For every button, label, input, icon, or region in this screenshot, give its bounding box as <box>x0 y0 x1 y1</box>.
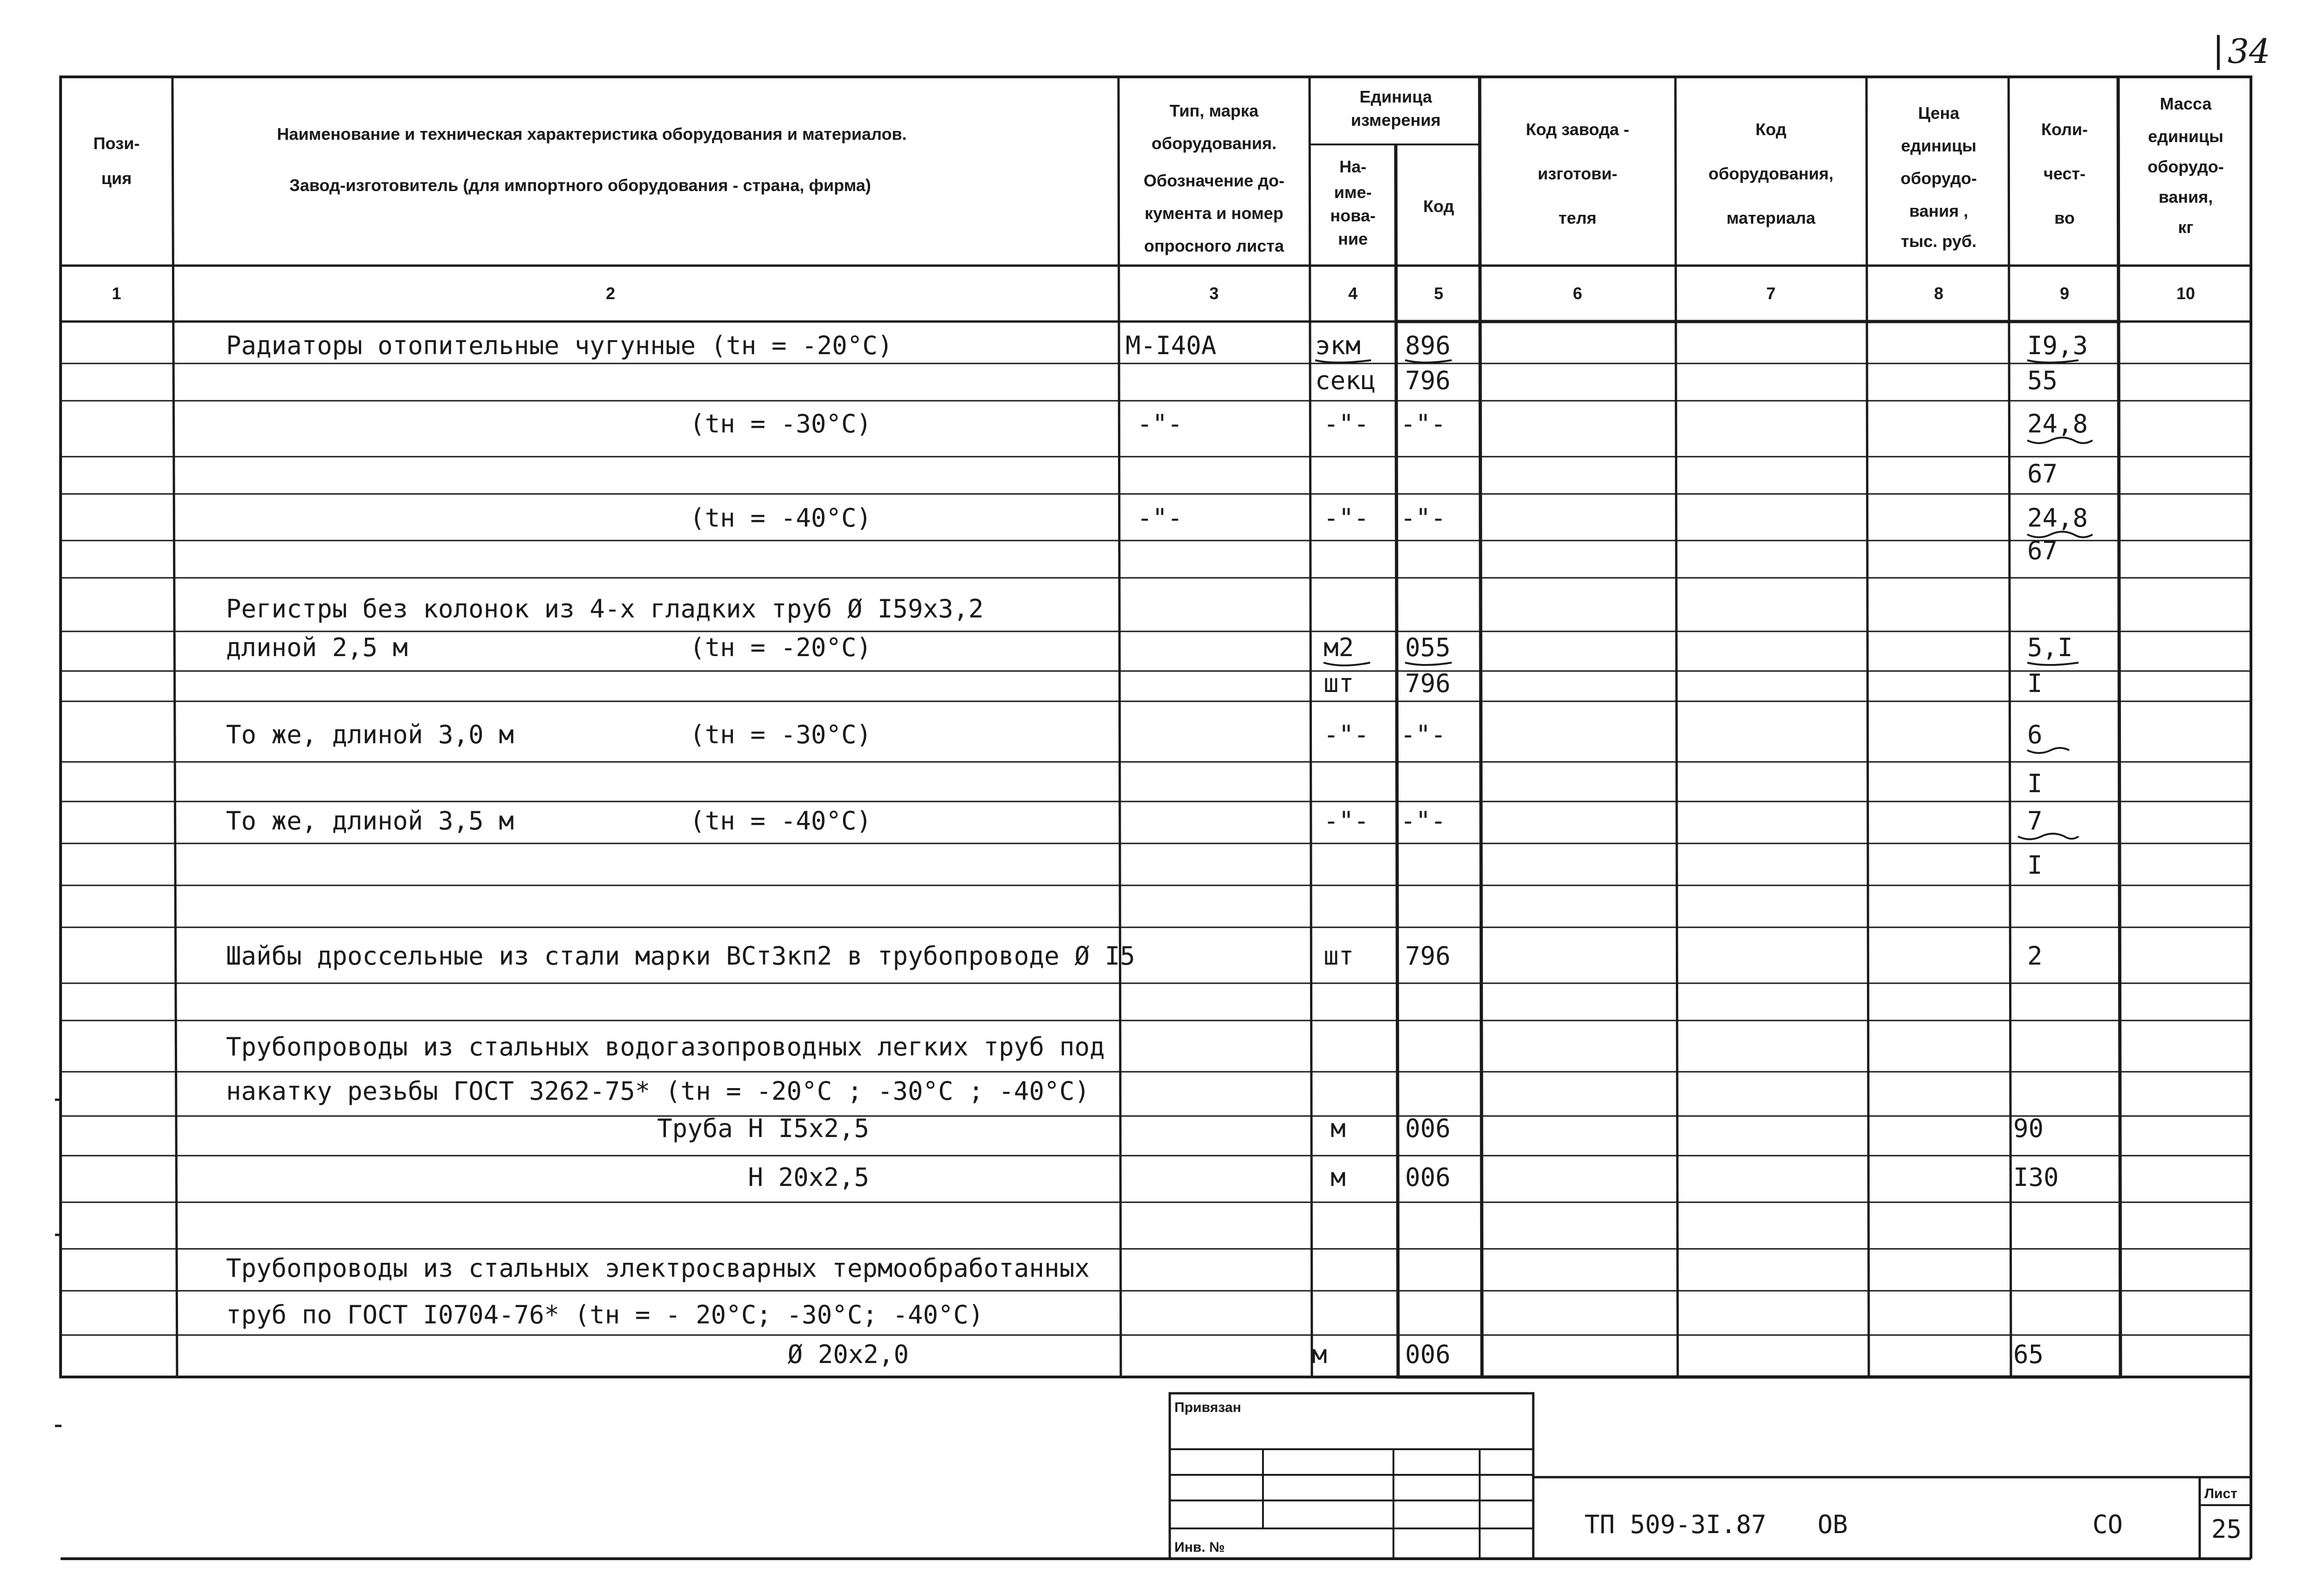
stamp-bound-label: Привязан <box>1174 1400 1242 1415</box>
header-col8-l2: единицы <box>1901 136 1976 155</box>
column-numbers <box>112 284 2195 303</box>
colnum-4: 4 <box>1348 284 1358 303</box>
header-col3-l4: кумента и номер <box>1145 204 1283 223</box>
row-2-qty: 24,8 <box>2027 409 2088 438</box>
row-9-qty: 6 <box>2027 720 2043 749</box>
row-7-qty: 5,I <box>2027 633 2073 662</box>
header-col6-l3: теля <box>1558 208 1597 227</box>
row-16-name: Трубопроводы из стальных водогазопроводных легких труб под <box>226 1032 1105 1062</box>
row-17-name: накатку резьбы ГОСТ 3262-75* (tн = -20°C ; -30°C ; -40°C) <box>226 1076 1090 1106</box>
row-7-unit: м2 <box>1324 633 1354 662</box>
header-col7-l1: Код <box>1755 120 1787 139</box>
header-col9-l3: во <box>2054 208 2075 227</box>
row-23-unit: м <box>1312 1340 1327 1369</box>
row-14-name: Шайбы дроссельные из стали марки ВСт3кп2 в трубопроводе Ø I5 <box>226 941 1135 971</box>
row-8-code: 796 <box>1405 669 1451 698</box>
header-col3-l2: оборудования. <box>1151 134 1277 153</box>
stamp-doc-code: ТП 509-3I.87 <box>1585 1510 1767 1539</box>
row-0-code: 896 <box>1405 331 1451 360</box>
colnum-10: 10 <box>2176 284 2195 303</box>
header-col8-l1: Цена <box>1918 103 1960 123</box>
row-0-name: Радиаторы отопительные чугунные (tн = -20°C) <box>226 331 893 360</box>
header-col4-l2: име- <box>1334 183 1372 202</box>
row-10-qty: I <box>2027 769 2043 798</box>
colnum-2: 2 <box>605 284 616 303</box>
row-4-type: -"- <box>1137 503 1183 533</box>
header-col10-l4: вания, <box>2158 187 2213 206</box>
row-7-name-right: (tн = -20°C) <box>690 633 872 662</box>
row-11-qty: 7 <box>2027 806 2043 836</box>
colnum-3: 3 <box>1209 284 1219 303</box>
row-7-code: 055 <box>1405 633 1451 662</box>
header-col10-l3: оборудо- <box>2147 157 2224 176</box>
row-18-qty: 90 <box>2013 1114 2044 1143</box>
header-col1-l2: ция <box>101 169 132 188</box>
header-col2-l1: Наименование и техническая характеристика оборудования и материалов. <box>277 124 907 144</box>
header-col7-l2: оборудования, <box>1708 164 1834 183</box>
row-0-unit: экм <box>1315 331 1361 360</box>
row-11-code: -"- <box>1400 806 1446 836</box>
header-col10-l5: кг <box>2178 218 2194 237</box>
row-12-qty: I <box>2027 850 2043 880</box>
header-col8-l5: тыс. руб. <box>1900 232 1977 251</box>
row-23-qty: 65 <box>2013 1340 2044 1369</box>
row-7-name: длиной 2,5 м <box>226 633 408 662</box>
row-22-name: труб по ГОСТ I0704-76* (tн = - 20°C; -30°C; -40°C) <box>226 1300 984 1329</box>
row-3-qty: 67 <box>2027 459 2058 488</box>
row-19-name: Н 20x2,5 <box>748 1163 870 1192</box>
colnum-5: 5 <box>1434 284 1444 303</box>
row-2-type: -"- <box>1137 409 1183 438</box>
row-9-code: -"- <box>1400 720 1446 749</box>
header-col4-l1: На- <box>1339 157 1367 176</box>
row-0-type: М-I40А <box>1125 331 1217 360</box>
row-21-name: Трубопроводы из стальных электросварных термообработанных <box>226 1254 1090 1283</box>
row-9-unit: -"- <box>1324 720 1369 749</box>
row-14-unit: шт <box>1324 941 1354 971</box>
row-6-name: Регистры без колонок из 4-х гладких труб Ø I59x3,2 <box>226 594 984 623</box>
row-0-qty: I9,3 <box>2027 331 2088 360</box>
row-2-name: (tн = -30°C) <box>690 409 872 438</box>
header-col10-l2: единицы <box>2148 127 2223 146</box>
row-19-unit: м <box>1331 1163 1346 1192</box>
row-2-code: -"- <box>1400 409 1446 438</box>
colnum-9: 9 <box>2059 284 2070 303</box>
colnum-7: 7 <box>1766 284 1776 303</box>
row-5-qty: 67 <box>2027 536 2058 565</box>
header-col6-l1: Код завода - <box>1526 120 1629 139</box>
row-2-unit: -"- <box>1324 409 1369 438</box>
row-9-name: То же, длиной 3,0 м <box>226 720 514 749</box>
header-col5-l1: Код <box>1423 197 1454 216</box>
header-col4-l4: ние <box>1338 229 1368 248</box>
header-col8-l3: оборудо- <box>1900 169 1977 188</box>
table-header <box>93 87 2224 255</box>
row-4-name: (tн = -40°C) <box>690 503 872 533</box>
row-18-unit: м <box>1331 1114 1346 1143</box>
row-11-name: То же, длиной 3,5 м <box>226 806 514 836</box>
header-col1-l1: Пози- <box>93 134 140 153</box>
stamp-sheet-number: 25 <box>2211 1514 2242 1544</box>
header-unit-group-l1: Единица <box>1359 87 1432 106</box>
row-19-code: 006 <box>1405 1163 1451 1192</box>
header-col9-l2: чест- <box>2043 164 2086 183</box>
header-col2-l2: Завод-изготовитель (для импортного оборудования - страна, фирма) <box>289 176 871 195</box>
row-9-name-right: (tн = -30°C) <box>690 720 872 749</box>
row-14-code: 796 <box>1405 941 1451 971</box>
row-1-code: 796 <box>1405 366 1451 395</box>
row-4-qty: 24,8 <box>2027 503 2088 533</box>
header-unit-group-l2: измерения <box>1351 110 1441 130</box>
row-18-code: 006 <box>1405 1114 1451 1143</box>
row-11-unit: -"- <box>1324 806 1369 836</box>
colnum-8: 8 <box>1934 284 1944 303</box>
colnum-6: 6 <box>1572 284 1583 303</box>
header-col9-l1: Коли- <box>2041 120 2088 139</box>
row-4-code: -"- <box>1400 503 1446 533</box>
header-col10-l1: Масса <box>2160 94 2212 113</box>
row-1-qty: 55 <box>2027 366 2058 395</box>
header-col8-l4: вания , <box>1909 201 1969 220</box>
row-23-code: 006 <box>1405 1340 1451 1369</box>
row-1-unit: секц <box>1315 366 1376 395</box>
colnum-1: 1 <box>111 284 122 303</box>
row-19-qty: I30 <box>2013 1163 2059 1192</box>
header-col3-l5: опросного листа <box>1144 236 1284 255</box>
header-col3-l3: Обозначение до- <box>1143 171 1285 190</box>
row-4-unit: -"- <box>1324 503 1369 533</box>
row-18-name: Труба Н I5x2,5 <box>657 1114 870 1143</box>
header-col6-l2: изготови- <box>1537 164 1618 183</box>
row-23-name: Ø 20x2,0 <box>788 1340 909 1369</box>
row-14-qty: 2 <box>2027 941 2043 971</box>
stamp-suffix: СО <box>2092 1510 2123 1539</box>
row-8-unit: шт <box>1324 669 1354 698</box>
row-11-name-right: (tн = -40°C) <box>690 806 872 836</box>
stamp-sheet-label: Лист <box>2204 1486 2237 1501</box>
header-col3-l1: Тип, марка <box>1169 101 1259 120</box>
stamp-inv-label: Инв. № <box>1174 1540 1225 1555</box>
handwritten-sheet-number: 34 <box>2228 32 2271 71</box>
stamp-section: ОВ <box>1818 1510 1848 1539</box>
table-body <box>226 331 2088 1369</box>
title-block <box>61 1377 2251 1559</box>
header-col4-l3: нова- <box>1330 206 1376 225</box>
header-col7-l3: материала <box>1726 208 1816 227</box>
row-8-qty: I <box>2027 669 2043 698</box>
